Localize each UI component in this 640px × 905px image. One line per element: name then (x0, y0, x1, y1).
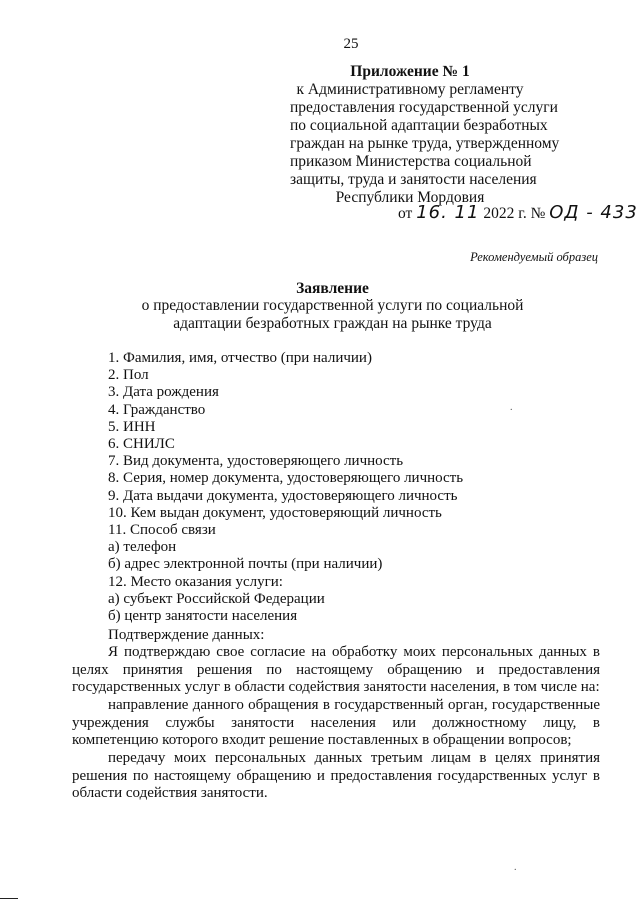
date-prefix: от (398, 205, 413, 222)
handwritten-number: ОД - 433 (549, 202, 638, 223)
list-item: 6. СНИЛС (108, 436, 175, 453)
scan-edge-mark (0, 898, 18, 899)
appendix-line: приказом Министерства социальной (290, 153, 532, 170)
paragraph-text: Я подтверждаю свое согласие на обработку моих персональных данных в целях принятия решения по настоящему обращению и предоставления государственных услуг в области содействия занятости населения, в том числе на: (72, 644, 600, 695)
list-item: б) центр занятости населения (108, 608, 298, 625)
list-item: 1. Фамилия, имя, отчество (при наличии) (108, 350, 372, 366)
appendix-line: предоставления государственной услуги (290, 99, 558, 116)
consent-paragraph (72, 750, 600, 803)
appendix-line: по социальной адаптации безработных (290, 117, 548, 134)
list-item: а) телефон (108, 539, 177, 556)
subtitle-line: адаптации безработных граждан на рынке труда (173, 315, 492, 332)
list-item: а) субъект Российской Федерации (108, 590, 325, 607)
consent-paragraph (72, 697, 600, 750)
list-item: 4. Гражданство (108, 401, 206, 418)
handwritten-date: 16. 11 (416, 202, 480, 223)
paragraph-text: передачу моих персональных данных третьим лицам в целях принятия решения по настоящему обращению и предоставления государственных услуг в области содействия занятости. (72, 750, 600, 801)
list-item: 7. Вид документа, удостоверяющего личность (108, 453, 404, 470)
scan-speck: . (514, 862, 517, 873)
appendix-line: защиты, труда и занятости населения (290, 171, 537, 188)
paragraph-text: направление данного обращения в государственный орган, государственные учреждения службы занятости населения или должностному лицу, в компетенцию которого входит решение поставленных в обращении вопросов; (72, 697, 600, 748)
list-item: 11. Способ связи (108, 522, 216, 539)
appendix-title: Приложение № 1 (350, 63, 470, 80)
list-item: 9. Дата выдачи документа, удостоверяющего личность (108, 487, 458, 504)
appendix-line: граждан на рынке труда, утвержденному (290, 135, 560, 152)
appendix-date-line (398, 202, 638, 223)
appendix-line: к Административному регламенту (296, 81, 524, 98)
field-list (108, 350, 463, 625)
list-item: 8. Серия, номер документа, удостоверяющего личность (108, 470, 464, 487)
appendix-block (290, 63, 560, 207)
list-item: 5. ИНН (108, 418, 156, 435)
document-subtitle (0, 297, 640, 333)
list-item: 3. Дата рождения (108, 384, 219, 401)
recommended-sample-label: Рекомендуемый образец (470, 250, 598, 264)
list-item: 12. Место оказания услуги: (108, 573, 283, 590)
document-title: Заявление (296, 280, 369, 297)
confirm-heading: Подтверждение данных: (108, 627, 265, 643)
list-item: 2. Пол (108, 367, 149, 384)
date-year: 2022 г. № (483, 205, 546, 222)
list-item: 10. Кем выдан документ, удостоверяющий личность (108, 504, 442, 521)
consent-paragraph (72, 644, 600, 697)
list-item: б) адрес электронной почты (при наличии) (108, 556, 383, 573)
appendix-line: Республики Мордовия (335, 189, 485, 206)
page-number: 25 (343, 36, 359, 52)
subtitle-line: о предоставлении государственной услуги по социальной (141, 297, 524, 314)
scan-speck: . (510, 402, 513, 413)
